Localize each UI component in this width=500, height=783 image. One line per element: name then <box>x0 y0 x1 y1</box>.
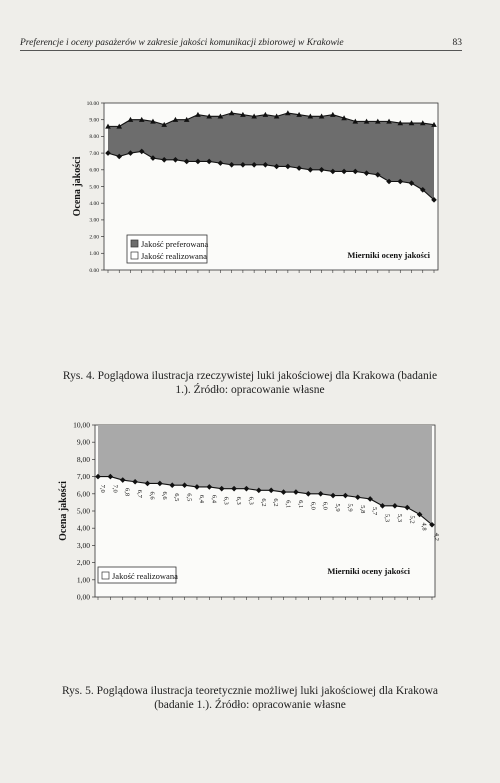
y-tick-label: 4.00 <box>89 201 99 208</box>
data-label: 6,1 <box>296 500 304 509</box>
figure-1-caption: Rys. 4. Poglądowa ilustracja rzeczywistej luki jakościowej dla Krakowa (badanie 1.). Źródło: opracowanie własne <box>62 370 438 396</box>
data-label: 7,0 <box>99 484 106 493</box>
y-tick-label: 9,00 <box>76 437 90 447</box>
y-tick-label: 8.00 <box>89 134 99 141</box>
data-label: 6,0 <box>309 501 317 510</box>
data-label: 7,0 <box>111 484 119 493</box>
data-label: 6,4 <box>197 494 205 504</box>
page-number: 83 <box>452 38 462 48</box>
legend-entry: Jakość realizowana <box>112 571 178 581</box>
y-tick-label: 6.00 <box>89 167 99 174</box>
legend-swatch <box>102 572 109 579</box>
y-tick-label: 1.00 <box>89 251 99 258</box>
y-tick-label: 0.00 <box>89 267 99 274</box>
data-label: 6,7 <box>136 489 144 498</box>
y-tick-label: 3,00 <box>76 540 90 550</box>
legend <box>127 235 208 263</box>
y-tick-label: 7,00 <box>76 472 90 482</box>
y-tick-label: 5.00 <box>89 184 99 191</box>
data-label: 5,3 <box>395 513 403 522</box>
data-label: 5,2 <box>408 515 416 524</box>
data-label: 5,7 <box>371 506 379 516</box>
running-head-title: Preferencje i oceny pasażerów w zakresie jakości komunikacji zbiorowej w Krakowie <box>20 38 344 48</box>
y-tick-label: 8,00 <box>76 454 90 464</box>
data-label: 6,5 <box>185 493 193 502</box>
data-label: 5,8 <box>358 505 366 514</box>
data-label: 6,6 <box>148 491 156 500</box>
data-label: 6,1 <box>284 500 292 509</box>
data-label: 6,0 <box>321 501 329 510</box>
data-label: 5,9 <box>334 503 342 512</box>
running-head <box>20 38 462 51</box>
data-label: 6,4 <box>210 494 218 504</box>
y-tick-label: 10,00 <box>73 420 90 430</box>
y-tick-label: 2.00 <box>89 234 99 241</box>
y-tick-label: 7.00 <box>89 150 99 157</box>
data-label: 6,6 <box>160 491 168 500</box>
legend-entry: Jakość preferowana <box>141 239 209 249</box>
data-label: 6,2 <box>272 498 280 507</box>
figure-2-chart <box>0 415 500 680</box>
data-label: 6,2 <box>259 498 267 507</box>
y-tick-label: 0,00 <box>76 592 90 602</box>
figure-1-chart <box>0 95 500 365</box>
y-tick-label: 1,00 <box>76 575 90 585</box>
legend-entry: Jakość realizowana <box>141 251 207 261</box>
y-tick-label: 9.00 <box>89 117 99 124</box>
data-label: 6,8 <box>123 488 131 497</box>
y-tick-label: 10.00 <box>86 100 99 107</box>
legend-swatch <box>131 240 138 247</box>
legend <box>98 567 178 583</box>
y-tick-label: 5,00 <box>76 506 90 516</box>
y-tick-label: 6,00 <box>76 489 90 499</box>
data-label: 6,3 <box>247 496 255 505</box>
data-label: 6,3 <box>222 496 230 505</box>
y-axis-label: Ocena jakości <box>72 156 83 217</box>
y-tick-label: 4,00 <box>76 523 90 533</box>
y-axis-label: Ocena jakości <box>58 481 69 541</box>
data-label: 5,3 <box>383 513 391 522</box>
x-axis-label: Mierniki oceny jakości <box>327 566 410 576</box>
figure-2-caption: Rys. 5. Poglądowa ilustracja teoretycznie możliwej luki jakościowej dla Krakowa (badanie 1.). Źródło: opracowanie własne <box>61 685 439 711</box>
data-label: 4,8 <box>420 522 428 531</box>
y-tick-label: 3.00 <box>89 217 99 224</box>
data-label: 5,9 <box>346 503 354 512</box>
legend-swatch <box>131 252 138 259</box>
data-label: 6,5 <box>173 493 181 502</box>
y-tick-label: 2,00 <box>76 558 90 568</box>
data-label: 4,2 <box>433 532 440 541</box>
x-axis-label: Mierniki oceny jakości <box>347 250 430 260</box>
data-label: 6,3 <box>235 496 243 505</box>
